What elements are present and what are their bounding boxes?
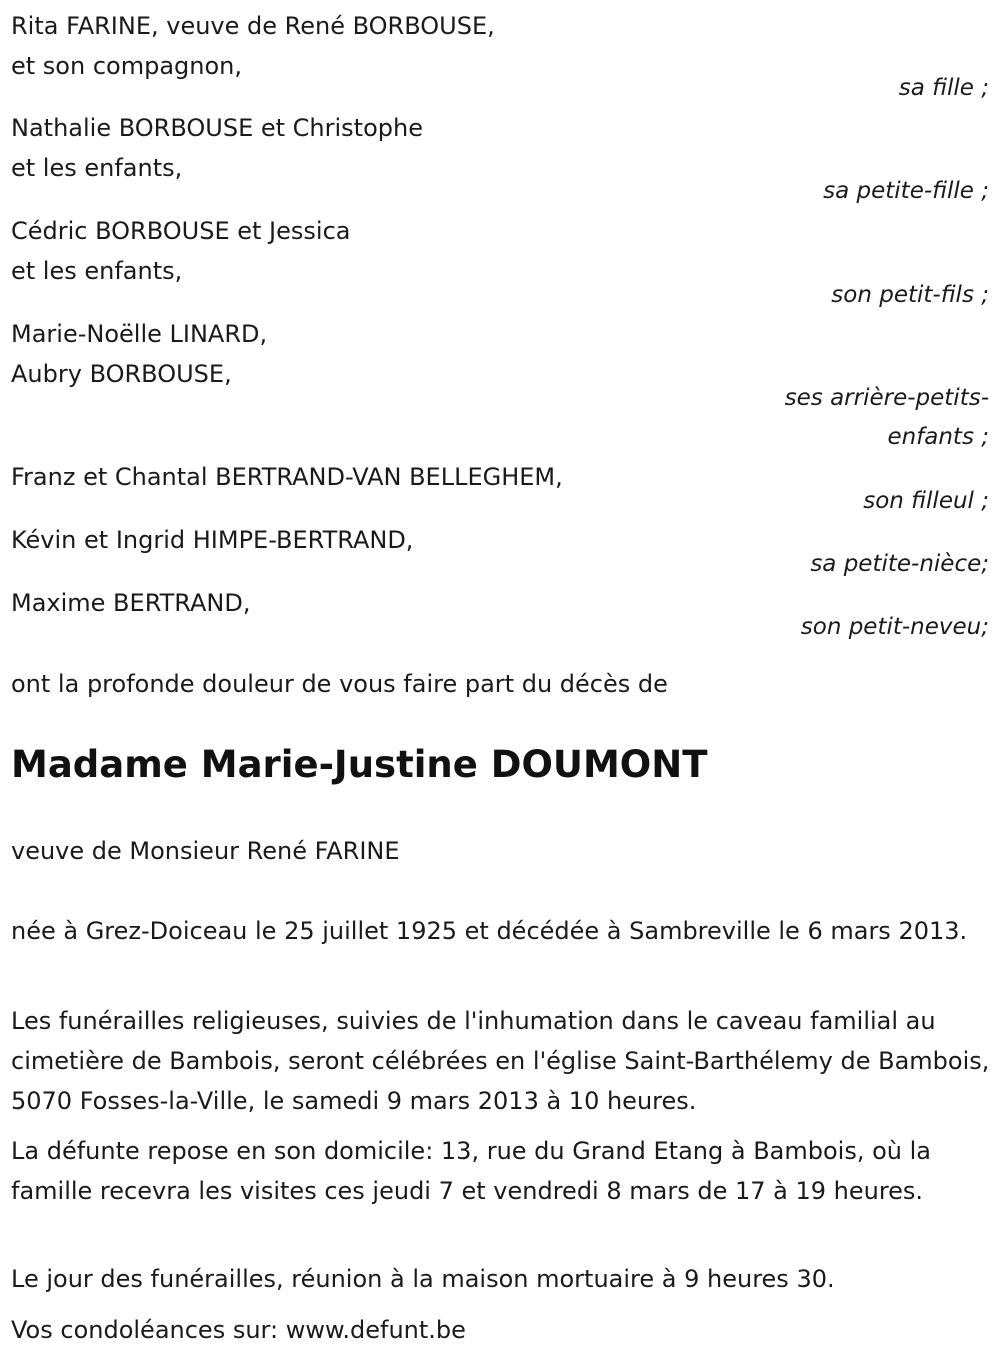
family-line: Kévin et Ingrid HIMPE-BERTRAND, [11, 526, 414, 554]
relation-label: enfants ; [887, 424, 989, 450]
relation-label: sa petite-nièce; [810, 551, 989, 577]
deceased-name-heading: Madame Marie-Justine DOUMONT [11, 743, 708, 786]
relation-label: son petit-fils ; [831, 282, 989, 308]
relation-label: ses arrière-petits- [784, 385, 989, 411]
relation-label: son filleul ; [863, 488, 989, 514]
family-line: Cédric BORBOUSE et Jessica [11, 217, 351, 245]
meeting-paragraph: Le jour des funérailles, réunion à la maison mortuaire à 9 heures 30. [11, 1265, 835, 1293]
visitation-paragraph: La défunte repose en son domicile: 13, rue du Grand Etang à Bambois, où la famille recevra les visites ces jeudi 7 et vendredi 8 mars de 17 à 19 heures. [11, 1137, 931, 1205]
family-line: Maxime BERTRAND, [11, 589, 251, 617]
announcement-text: ont la profonde douleur de vous faire part du décès de [11, 670, 668, 698]
family-line: Rita FARINE, veuve de René BORBOUSE, [11, 12, 495, 40]
condolences-paragraph: Vos condoléances sur: www.defunt.be [11, 1316, 466, 1344]
family-line: et les enfants, [11, 257, 183, 285]
widow-of-text: veuve de Monsieur René FARINE [11, 837, 400, 865]
family-line: Franz et Chantal BERTRAND-VAN BELLEGHEM, [11, 463, 563, 491]
relation-label: sa fille ; [898, 75, 989, 101]
family-line: Marie-Noëlle LINARD, [11, 320, 268, 348]
family-line: et les enfants, [11, 154, 183, 182]
relation-label: sa petite-fille ; [823, 178, 989, 204]
family-line: Aubry BORBOUSE, [11, 360, 232, 388]
family-line: et son compagnon, [11, 52, 242, 80]
family-line: Nathalie BORBOUSE et Christophe [11, 114, 423, 142]
relation-label: son petit-neveu; [800, 614, 989, 640]
funeral-paragraph: Les funérailles religieuses, suivies de l'inhumation dans le caveau familial au cimetière de Bambois, seront célébrées en l'église Saint-Barthélemy de Bambois, 5070 Fosses-la-Ville, le samedi 9 mars 2013 à 10 heures. [11, 1007, 990, 1115]
birth-death-paragraph: née à Grez-Doiceau le 25 juillet 1925 et décédée à Sambreville le 6 mars 2013. [11, 917, 968, 945]
